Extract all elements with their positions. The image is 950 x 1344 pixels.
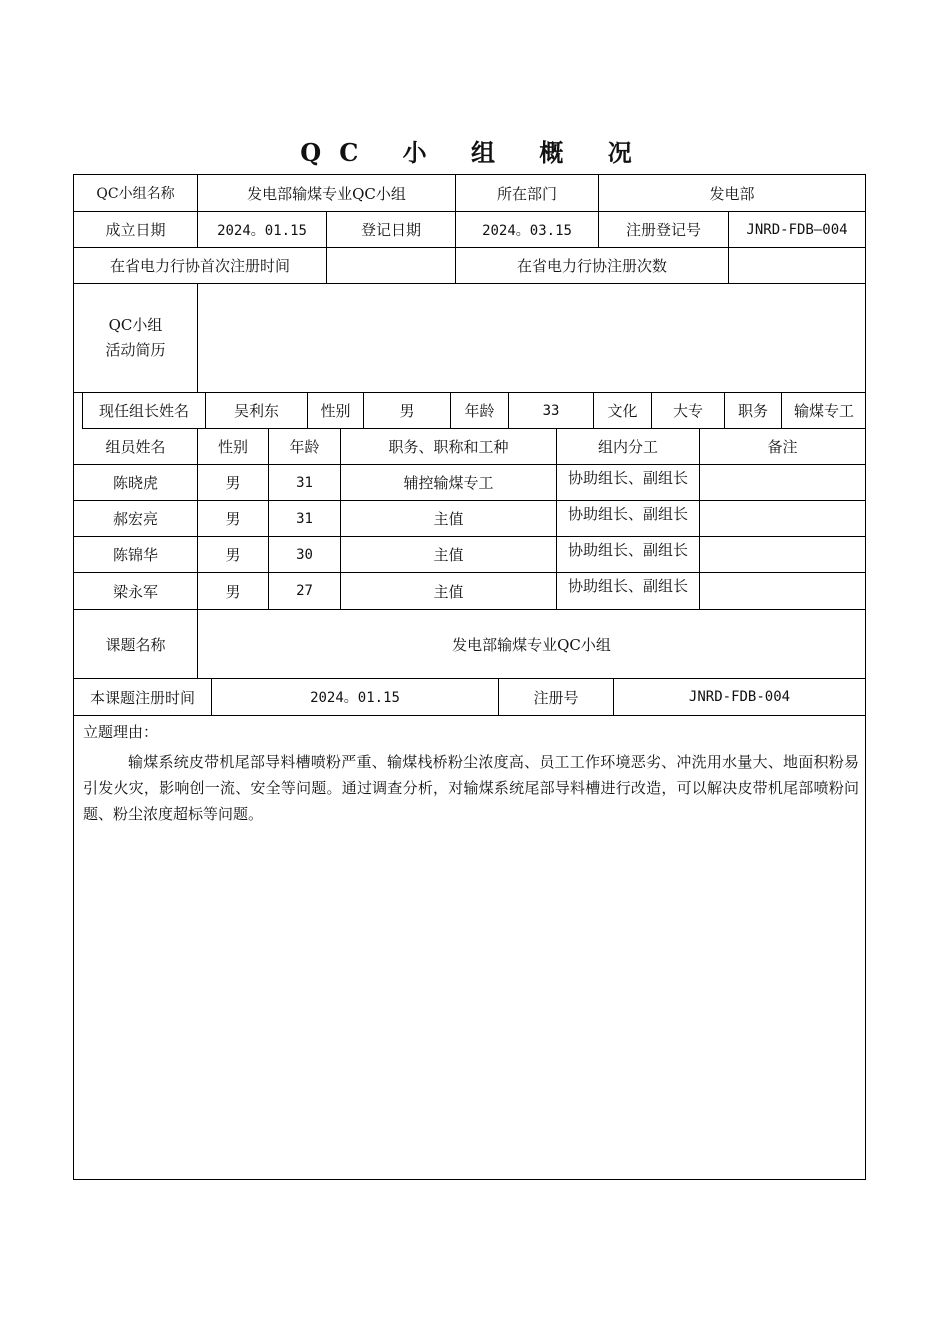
group-name-label: QC小组名称 bbox=[74, 175, 198, 211]
member-header-note: 备注 bbox=[767, 438, 798, 456]
member-gender: 男 bbox=[198, 465, 269, 500]
qc-group-form bbox=[73, 174, 866, 1180]
member-role: 协助组长、副组长 bbox=[557, 573, 700, 609]
group-name-row bbox=[74, 175, 865, 212]
member-title: 辅控输煤专工 bbox=[341, 465, 557, 500]
history-label bbox=[74, 284, 198, 392]
reg-count-label: 在省电力行协注册次数 bbox=[456, 248, 729, 283]
reg-no-value: JNRD-FDB—004 bbox=[746, 221, 848, 238]
member-name: 梁永军 bbox=[74, 573, 198, 609]
member-name: 陈晓虎 bbox=[74, 465, 198, 500]
member-header-age: 年龄 bbox=[269, 429, 341, 464]
member-header-gender: 性别 bbox=[198, 429, 269, 464]
leader-edu: 大专 bbox=[652, 393, 725, 428]
member-name: 陈锦华 bbox=[74, 537, 198, 572]
first-reg-label: 在省电力行协首次注册时间 bbox=[74, 248, 327, 283]
history-value bbox=[198, 284, 865, 392]
member-note bbox=[700, 537, 865, 572]
leader-age: 33 bbox=[509, 393, 594, 428]
member-gender: 男 bbox=[198, 537, 269, 572]
reason-label: 立题理由： bbox=[83, 723, 159, 741]
leader-edu-label: 文化 bbox=[594, 393, 652, 428]
history-label-line1: QC小组 bbox=[108, 316, 163, 334]
topic-reg-time-label: 本课题注册时间 bbox=[74, 679, 212, 715]
group-name-value: 发电部输煤专业QC小组 bbox=[198, 175, 456, 211]
member-gender: 男 bbox=[198, 501, 269, 536]
member-header-title: 职务、职称和工种 bbox=[341, 429, 557, 464]
member-title: 主值 bbox=[341, 537, 557, 572]
topic-reg-row bbox=[74, 679, 865, 716]
member-row bbox=[74, 465, 865, 501]
reg-no-label: 注册登记号 bbox=[599, 212, 729, 247]
member-note bbox=[700, 573, 865, 609]
leader-position-label: 职务 bbox=[725, 393, 782, 428]
department-label: 所在部门 bbox=[456, 175, 599, 211]
department-value: 发电部 bbox=[709, 184, 755, 203]
dates-row bbox=[74, 212, 865, 248]
member-role: 协助组长、副组长 bbox=[557, 501, 700, 536]
leader-name: 吴利东 bbox=[206, 393, 308, 428]
provincial-reg-row bbox=[74, 248, 865, 284]
reg-count-value bbox=[729, 248, 865, 283]
member-age: 31 bbox=[269, 501, 341, 536]
reg-date-value: 2024。03.15 bbox=[456, 212, 599, 247]
topic-reg-no-value: JNRD-FDB-004 bbox=[688, 689, 791, 705]
page-title: QC 小 组 概 况 bbox=[300, 138, 650, 167]
member-row bbox=[74, 537, 865, 573]
member-note bbox=[700, 465, 865, 500]
leader-gender-label: 性别 bbox=[308, 393, 364, 428]
leader-row bbox=[82, 393, 865, 429]
history-label-line2: 活动简历 bbox=[105, 341, 166, 359]
member-title: 主值 bbox=[341, 573, 557, 609]
found-date-label: 成立日期 bbox=[74, 212, 198, 247]
member-note bbox=[700, 501, 865, 536]
member-age: 30 bbox=[269, 537, 341, 572]
reg-date-label: 登记日期 bbox=[327, 212, 456, 247]
member-row bbox=[74, 501, 865, 537]
topic-name-label: 课题名称 bbox=[74, 610, 198, 678]
member-row bbox=[74, 573, 865, 610]
member-role: 协助组长、副组长 bbox=[557, 537, 700, 572]
topic-name-row bbox=[74, 610, 865, 679]
history-row bbox=[74, 284, 865, 393]
member-role: 协助组长、副组长 bbox=[557, 465, 700, 500]
leader-label: 现任组长姓名 bbox=[83, 393, 206, 428]
reason-section bbox=[74, 716, 865, 1179]
first-reg-value bbox=[327, 248, 456, 283]
leader-position: 输煤专工 bbox=[793, 402, 854, 420]
leader-gender: 男 bbox=[364, 393, 451, 428]
member-age: 31 bbox=[269, 465, 341, 500]
leader-age-label: 年龄 bbox=[451, 393, 509, 428]
member-header-role: 组内分工 bbox=[557, 429, 700, 464]
reason-text: 输煤系统皮带机尾部导料槽喷粉严重、输煤栈桥粉尘浓度高、员工工作环境恶劣、冲洗用水量大、地面积粉易引发火灾，影响创一流、安全等问题。通过调查分析，对输煤系统尾部导料槽进行改造，可以解决皮带机尾部喷粉问题、粉尘浓度超标等问题。 bbox=[83, 753, 859, 823]
member-header-row bbox=[74, 429, 865, 465]
topic-reg-time-value: 2024。01.15 bbox=[212, 679, 499, 715]
found-date-value: 2024。01.15 bbox=[198, 212, 327, 247]
member-header-name: 组员姓名 bbox=[74, 429, 198, 464]
member-name: 郝宏亮 bbox=[74, 501, 198, 536]
member-title: 主值 bbox=[341, 501, 557, 536]
topic-reg-no-label: 注册号 bbox=[499, 679, 614, 715]
member-gender: 男 bbox=[198, 573, 269, 609]
topic-name-value: 发电部输煤专业QC小组 bbox=[452, 635, 611, 654]
member-age: 27 bbox=[269, 573, 341, 609]
